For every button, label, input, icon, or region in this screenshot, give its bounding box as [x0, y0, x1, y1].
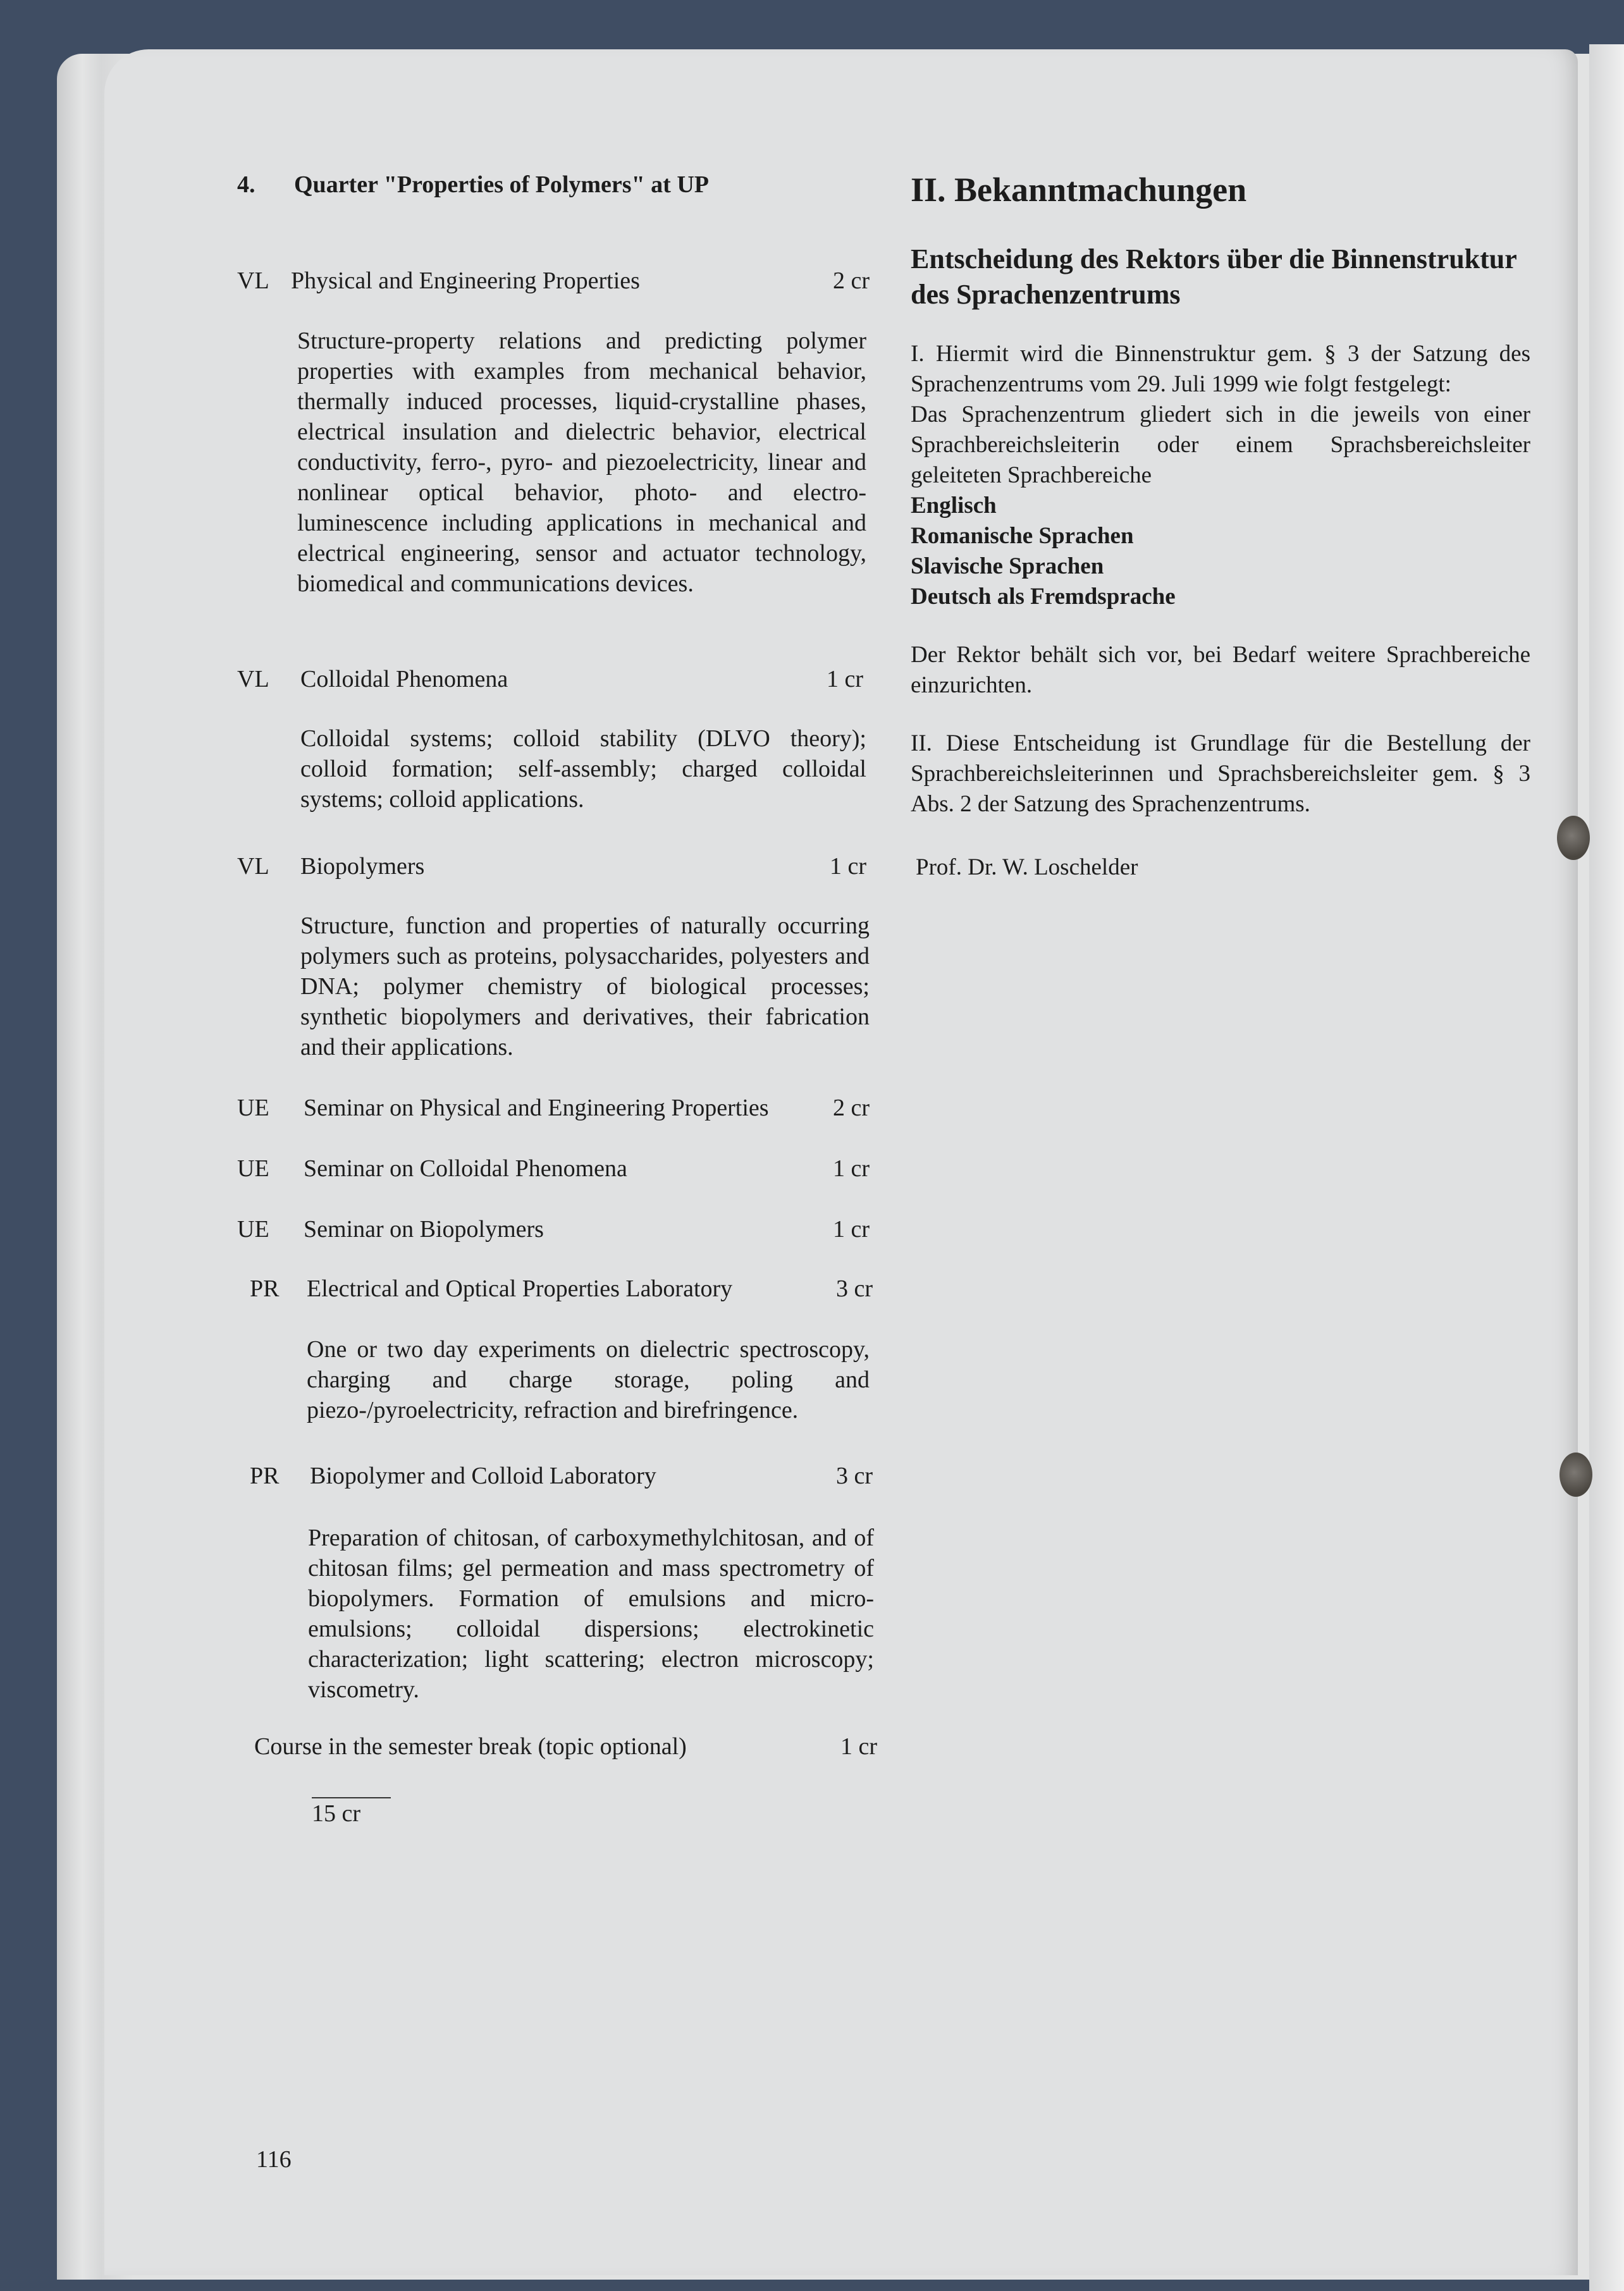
course-description: Preparation of chitosan, of carboxymethylchitosan, and of chitosan films; gel permeation and mass spectrometry of biopolymers. Formation of emulsions and micro-emulsions; colloidal dispersions; electrokinetic characterization; light scattering; electron microscopy; viscometry. [308, 1525, 874, 1703]
course-type: VL [237, 853, 269, 880]
language-areas-list [911, 491, 1530, 612]
decision-heading: Entscheidung des Rektors über die Binnenstruktur des Sprachenzentrums [911, 243, 1517, 310]
page-number: 116 [256, 2146, 292, 2173]
course-name: Seminar on Biopolymers [304, 1216, 544, 1243]
paragraph-1: I. Hiermit wird die Binnenstruktur gem. § 3 der Satzung des Sprachenzentrums vom 29. Juli 1999 wie folgt festgelegt: [911, 341, 1530, 397]
paragraph-2: Das Sprachenzentrum gliedert sich in die jeweils von einer Sprachbereichsleiterin oder einem Sprachsbereichsleiter geleiteten Sprachbereiche [911, 402, 1530, 488]
course-row [237, 1094, 870, 1122]
course-name: Biopolymer and Colloid Laboratory [310, 1463, 656, 1489]
course-type: VL [237, 666, 269, 692]
course-type: PR [250, 1275, 280, 1302]
paragraph-4: II. Diese Entscheidung ist Grundlage für die Bestellung der Sprachbereichsleiterinnen und Sprachsbereichsleiter gem. § 3 Abs. 2 der Satzung des Sprachenzentrums. [911, 730, 1530, 817]
course-credits: 3 cr [835, 1275, 873, 1302]
course-name: Electrical and Optical Properties Laboratory [307, 1275, 733, 1302]
course-type: UE [237, 1155, 269, 1182]
course-description: Colloidal systems; colloid stability (DLVO theory); colloid formation; self-assembly; charged colloidal systems; colloid applications. [300, 725, 866, 813]
language-area: Deutsch als Fremdsprache [911, 584, 1176, 610]
signature: Prof. Dr. W. Loschelder [916, 854, 1138, 880]
language-area: Romanische Sprachen [911, 523, 1134, 549]
course-credits: 1 cr [826, 666, 863, 692]
course-name: Seminar on Physical and Engineering Properties [304, 1095, 769, 1121]
binding-hole [1557, 816, 1590, 860]
course-type: PR [250, 1463, 280, 1489]
course-row [250, 1462, 873, 1490]
language-area: Englisch [911, 493, 997, 519]
course-name: Biopolymers [300, 853, 425, 880]
paragraph-3: Der Rektor behält sich vor, bei Bedarf weitere Sprachbereiche einzurichten. [911, 642, 1530, 698]
course-row [237, 267, 870, 295]
course-credits: 3 cr [835, 1463, 873, 1489]
course-credits: 2 cr [832, 267, 870, 294]
course-row [250, 1275, 873, 1303]
course-row [237, 665, 863, 693]
semester-break-row [254, 1733, 877, 1760]
course-type: VL [237, 267, 269, 294]
course-credits: 2 cr [832, 1095, 870, 1121]
course-description: Structure-property relations and predicting polymer properties with examples from mechanical behavior, thermally induced processes, liquid-crystalline phases, electrical insulation and dielectric behavior, electrical conductivity, ferro-, pyro- and piezoelectricity, linear and nonlinear optical behavior, photo- and electro-luminescence including applications in mechanical and electrical engineering, sensor and actuator technology, biomedical and communications devices. [297, 328, 866, 597]
semester-break-credits: 1 cr [840, 1733, 877, 1760]
total-credits: 15 cr [312, 1797, 391, 1827]
language-area: Slavische Sprachen [911, 553, 1104, 579]
course-type: UE [237, 1095, 269, 1121]
adjacent-page-edge [1589, 44, 1624, 2291]
course-credits: 1 cr [832, 1155, 870, 1182]
course-name: Colloidal Phenomena [300, 666, 508, 692]
course-type: UE [237, 1216, 269, 1243]
course-description: One or two day experiments on dielectric spectroscopy, charging and charge storage, poling and piezo-/pyroelectricity, refraction and birefringence. [307, 1336, 870, 1423]
course-credits: 1 cr [829, 853, 866, 880]
course-description: Structure, function and properties of naturally occurring polymers such as proteins, polysaccharides, polyesters and DNA; polymer chemistry of biological processes; synthetic biopolymers and derivatives, their fabrication and their applications. [300, 912, 870, 1060]
course-row [237, 1155, 870, 1182]
section-title: Quarter "Properties of Polymers" at UP [294, 171, 709, 198]
right-column [911, 171, 1530, 881]
course-credits: 1 cr [832, 1216, 870, 1243]
course-name: Physical and Engineering Properties [291, 267, 640, 294]
section-number: 4. [237, 171, 255, 198]
semester-break-label: Course in the semester break (topic optional) [254, 1733, 687, 1760]
section-heading [237, 171, 709, 199]
course-name: Seminar on Colloidal Phenomena [304, 1155, 627, 1182]
announcements-heading: II. Bekanntmachungen [911, 171, 1247, 209]
course-row [237, 1215, 870, 1243]
binding-hole [1559, 1453, 1592, 1497]
course-row [237, 852, 866, 880]
